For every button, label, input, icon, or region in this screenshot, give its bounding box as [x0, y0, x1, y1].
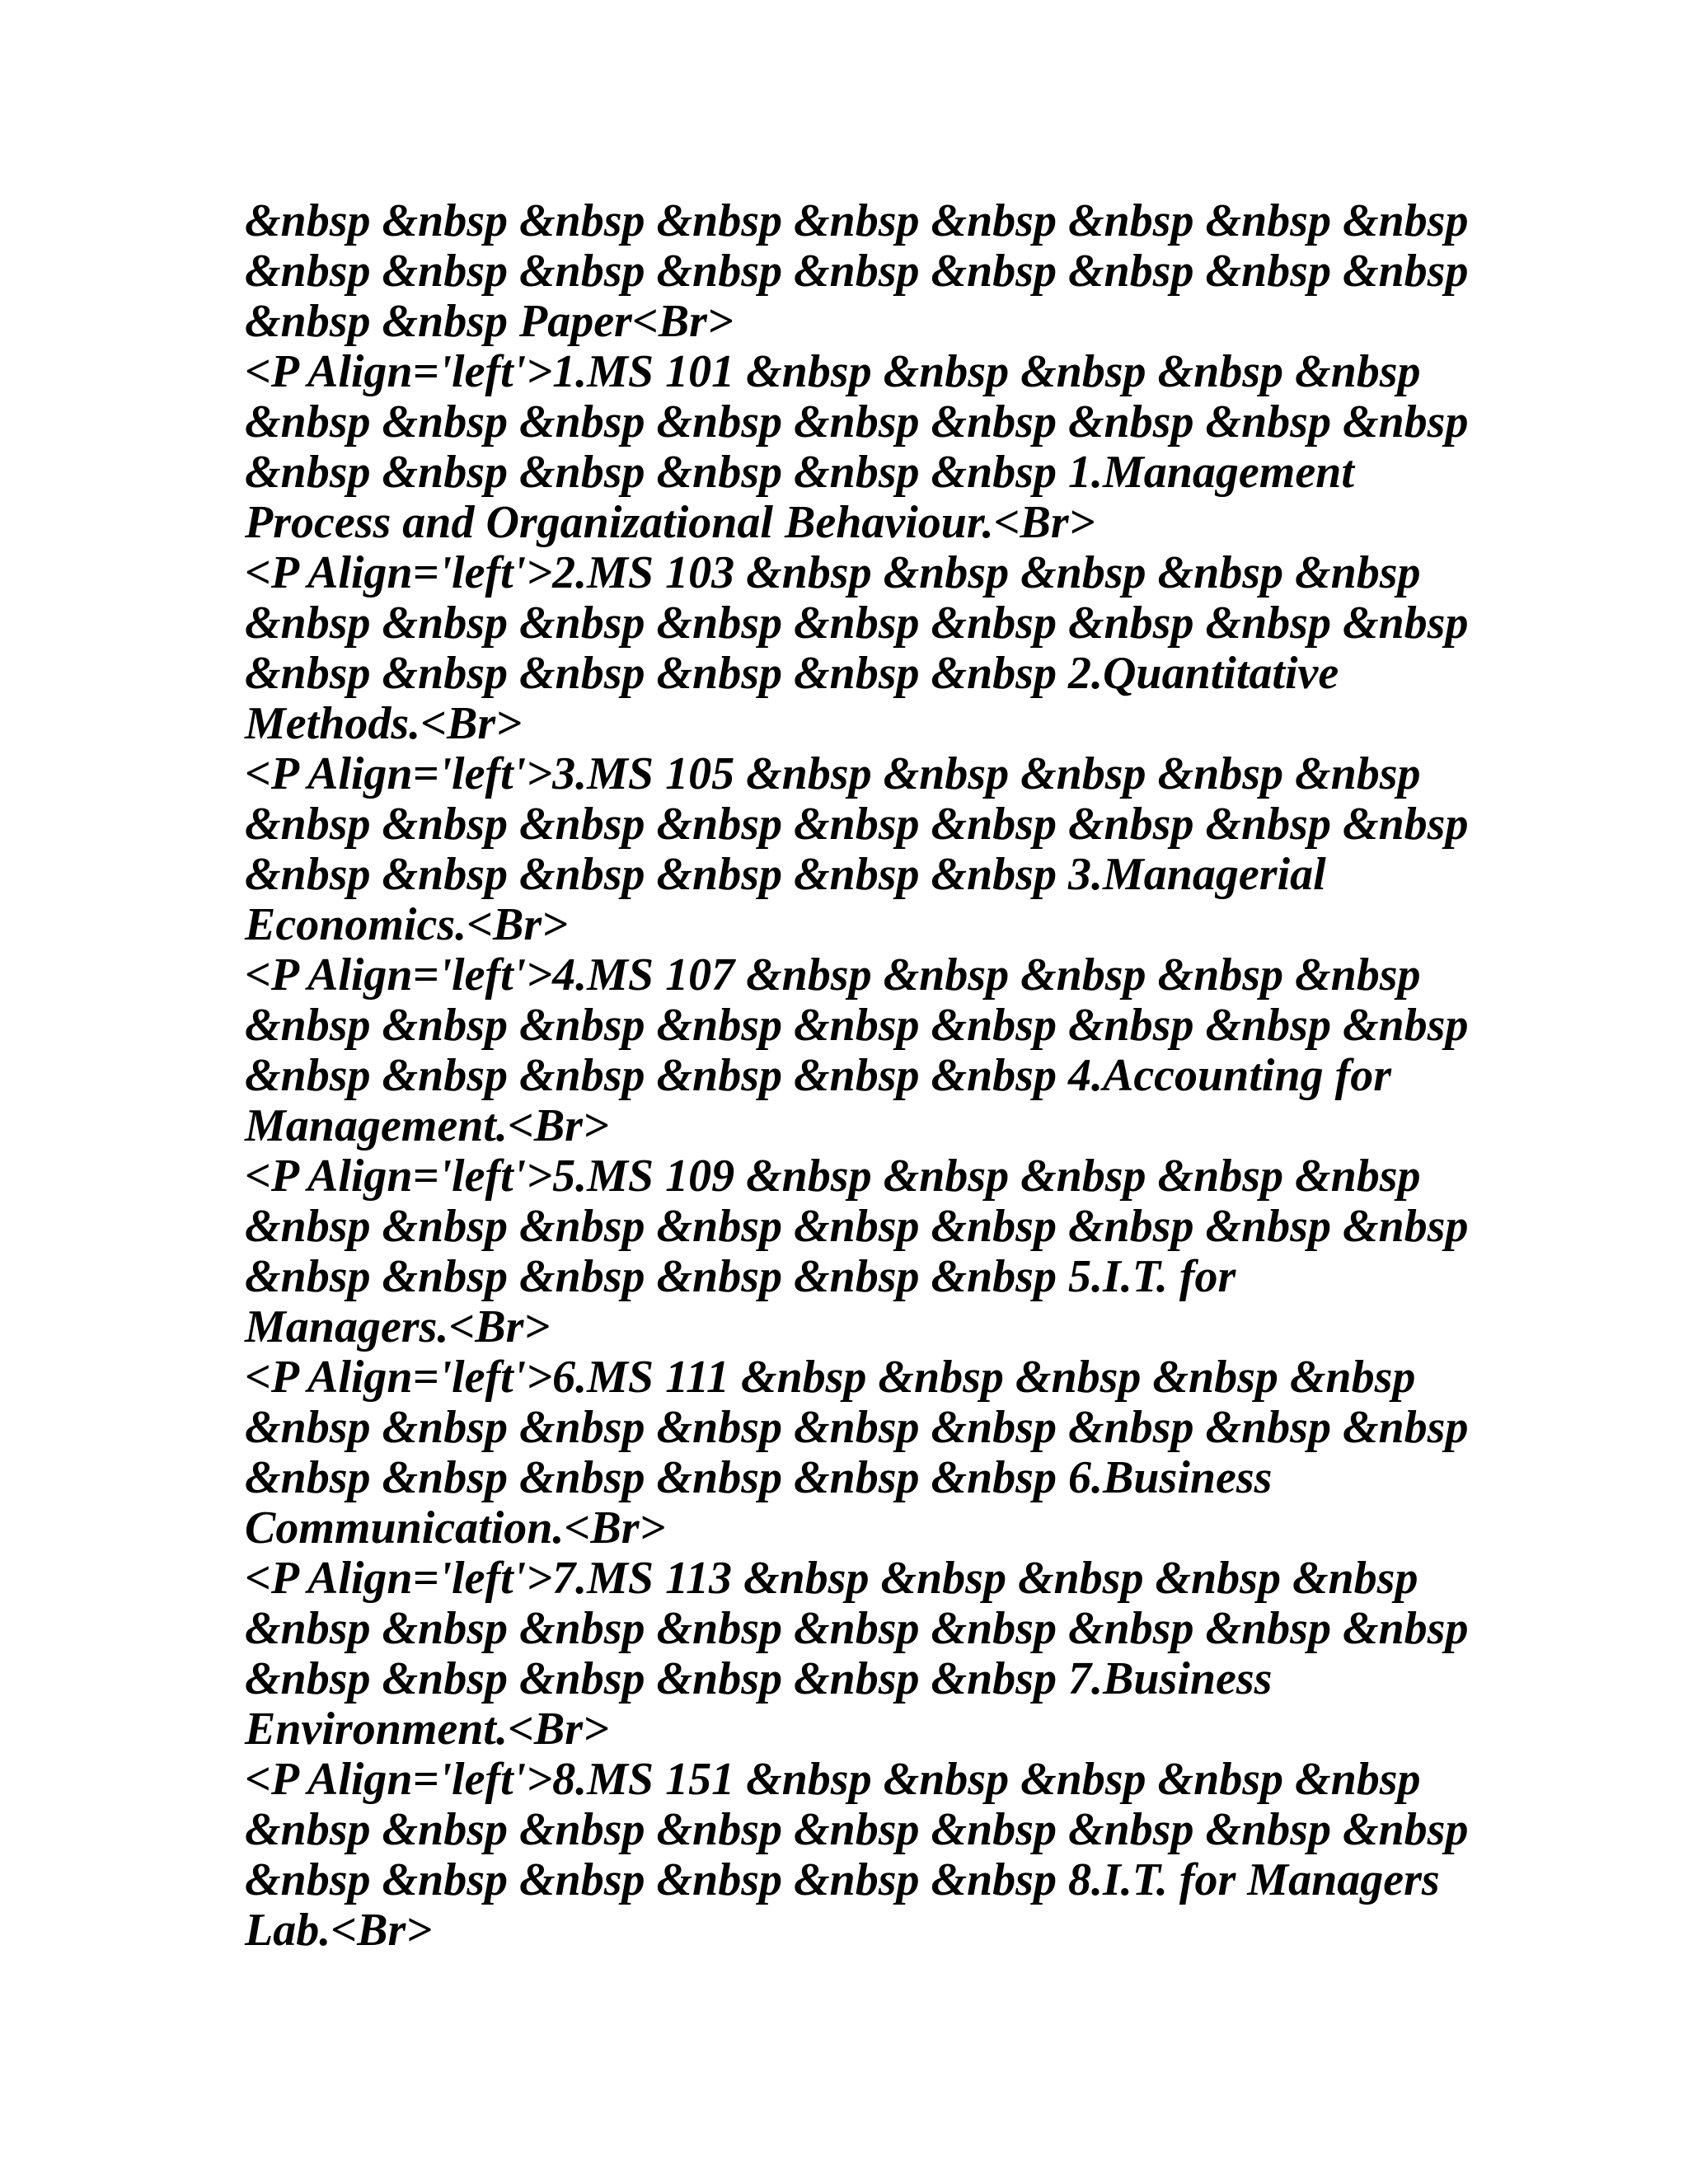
text-line: &nbsp &nbsp &nbsp &nbsp &nbsp &nbsp 7.Business	[245, 1653, 1273, 1704]
text-line: &nbsp &nbsp &nbsp &nbsp &nbsp &nbsp &nbsp &nbsp &nbsp	[245, 799, 1469, 850]
text-line: Economics.<Br>	[245, 899, 569, 950]
text-line: Environment.<Br>	[245, 1704, 609, 1755]
text-line: <P Align='left'>4.MS 107 &nbsp &nbsp &nbsp &nbsp &nbsp	[245, 949, 1421, 1001]
text-line: <P Align='left'>1.MS 101 &nbsp &nbsp &nbsp &nbsp &nbsp	[245, 346, 1421, 397]
text-line: Management.<Br>	[245, 1100, 609, 1151]
text-line: &nbsp &nbsp &nbsp &nbsp &nbsp &nbsp &nbsp &nbsp &nbsp	[245, 1402, 1469, 1453]
text-line: &nbsp &nbsp Paper<Br>	[245, 296, 734, 347]
text-line: &nbsp &nbsp &nbsp &nbsp &nbsp &nbsp &nbsp &nbsp &nbsp	[245, 1804, 1469, 1855]
text-line: <P Align='left'>7.MS 113 &nbsp &nbsp &nbsp &nbsp &nbsp	[245, 1553, 1418, 1604]
text-line: Methods.<Br>	[245, 698, 523, 749]
text-line: &nbsp &nbsp &nbsp &nbsp &nbsp &nbsp &nbsp &nbsp &nbsp	[245, 598, 1469, 649]
text-line: &nbsp &nbsp &nbsp &nbsp &nbsp &nbsp &nbsp &nbsp &nbsp	[245, 246, 1469, 297]
text-line: &nbsp &nbsp &nbsp &nbsp &nbsp &nbsp &nbsp &nbsp &nbsp	[245, 1000, 1469, 1051]
text-line: &nbsp &nbsp &nbsp &nbsp &nbsp &nbsp 6.Business	[245, 1452, 1273, 1503]
text-line: Process and Organizational Behaviour.<Br>	[245, 497, 1095, 548]
text-line: <P Align='left'>3.MS 105 &nbsp &nbsp &nbsp &nbsp &nbsp	[245, 748, 1421, 799]
text-line: &nbsp &nbsp &nbsp &nbsp &nbsp &nbsp &nbsp &nbsp &nbsp	[245, 195, 1469, 246]
text-line: Communication.<Br>	[245, 1502, 666, 1554]
text-line: &nbsp &nbsp &nbsp &nbsp &nbsp &nbsp 5.I.T. for	[245, 1251, 1236, 1302]
text-line: <P Align='left'>6.MS 111 &nbsp &nbsp &nbsp &nbsp &nbsp	[245, 1352, 1416, 1403]
text-line: <P Align='left'>5.MS 109 &nbsp &nbsp &nbsp &nbsp &nbsp	[245, 1151, 1421, 1202]
text-line: Lab.<Br>	[245, 1905, 433, 1956]
text-line: &nbsp &nbsp &nbsp &nbsp &nbsp &nbsp 2.Quantitative	[245, 648, 1339, 699]
text-line: &nbsp &nbsp &nbsp &nbsp &nbsp &nbsp &nbsp &nbsp &nbsp	[245, 1201, 1469, 1252]
text-line: <P Align='left'>2.MS 103 &nbsp &nbsp &nbsp &nbsp &nbsp	[245, 547, 1421, 598]
text-line: &nbsp &nbsp &nbsp &nbsp &nbsp &nbsp 4.Accounting for	[245, 1050, 1392, 1101]
text-line: &nbsp &nbsp &nbsp &nbsp &nbsp &nbsp 3.Managerial	[245, 849, 1326, 900]
text-line: &nbsp &nbsp &nbsp &nbsp &nbsp &nbsp &nbsp &nbsp &nbsp	[245, 396, 1469, 448]
text-line: Managers.<Br>	[245, 1301, 551, 1352]
text-line: &nbsp &nbsp &nbsp &nbsp &nbsp &nbsp 8.I.T. for Managers	[245, 1854, 1440, 1905]
text-line: &nbsp &nbsp &nbsp &nbsp &nbsp &nbsp &nbsp &nbsp &nbsp	[245, 1603, 1469, 1654]
document-body	[245, 196, 1481, 1956]
text-line: <P Align='left'>8.MS 151 &nbsp &nbsp &nbsp &nbsp &nbsp	[245, 1754, 1421, 1805]
text-line: &nbsp &nbsp &nbsp &nbsp &nbsp &nbsp 1.Management	[245, 447, 1354, 498]
